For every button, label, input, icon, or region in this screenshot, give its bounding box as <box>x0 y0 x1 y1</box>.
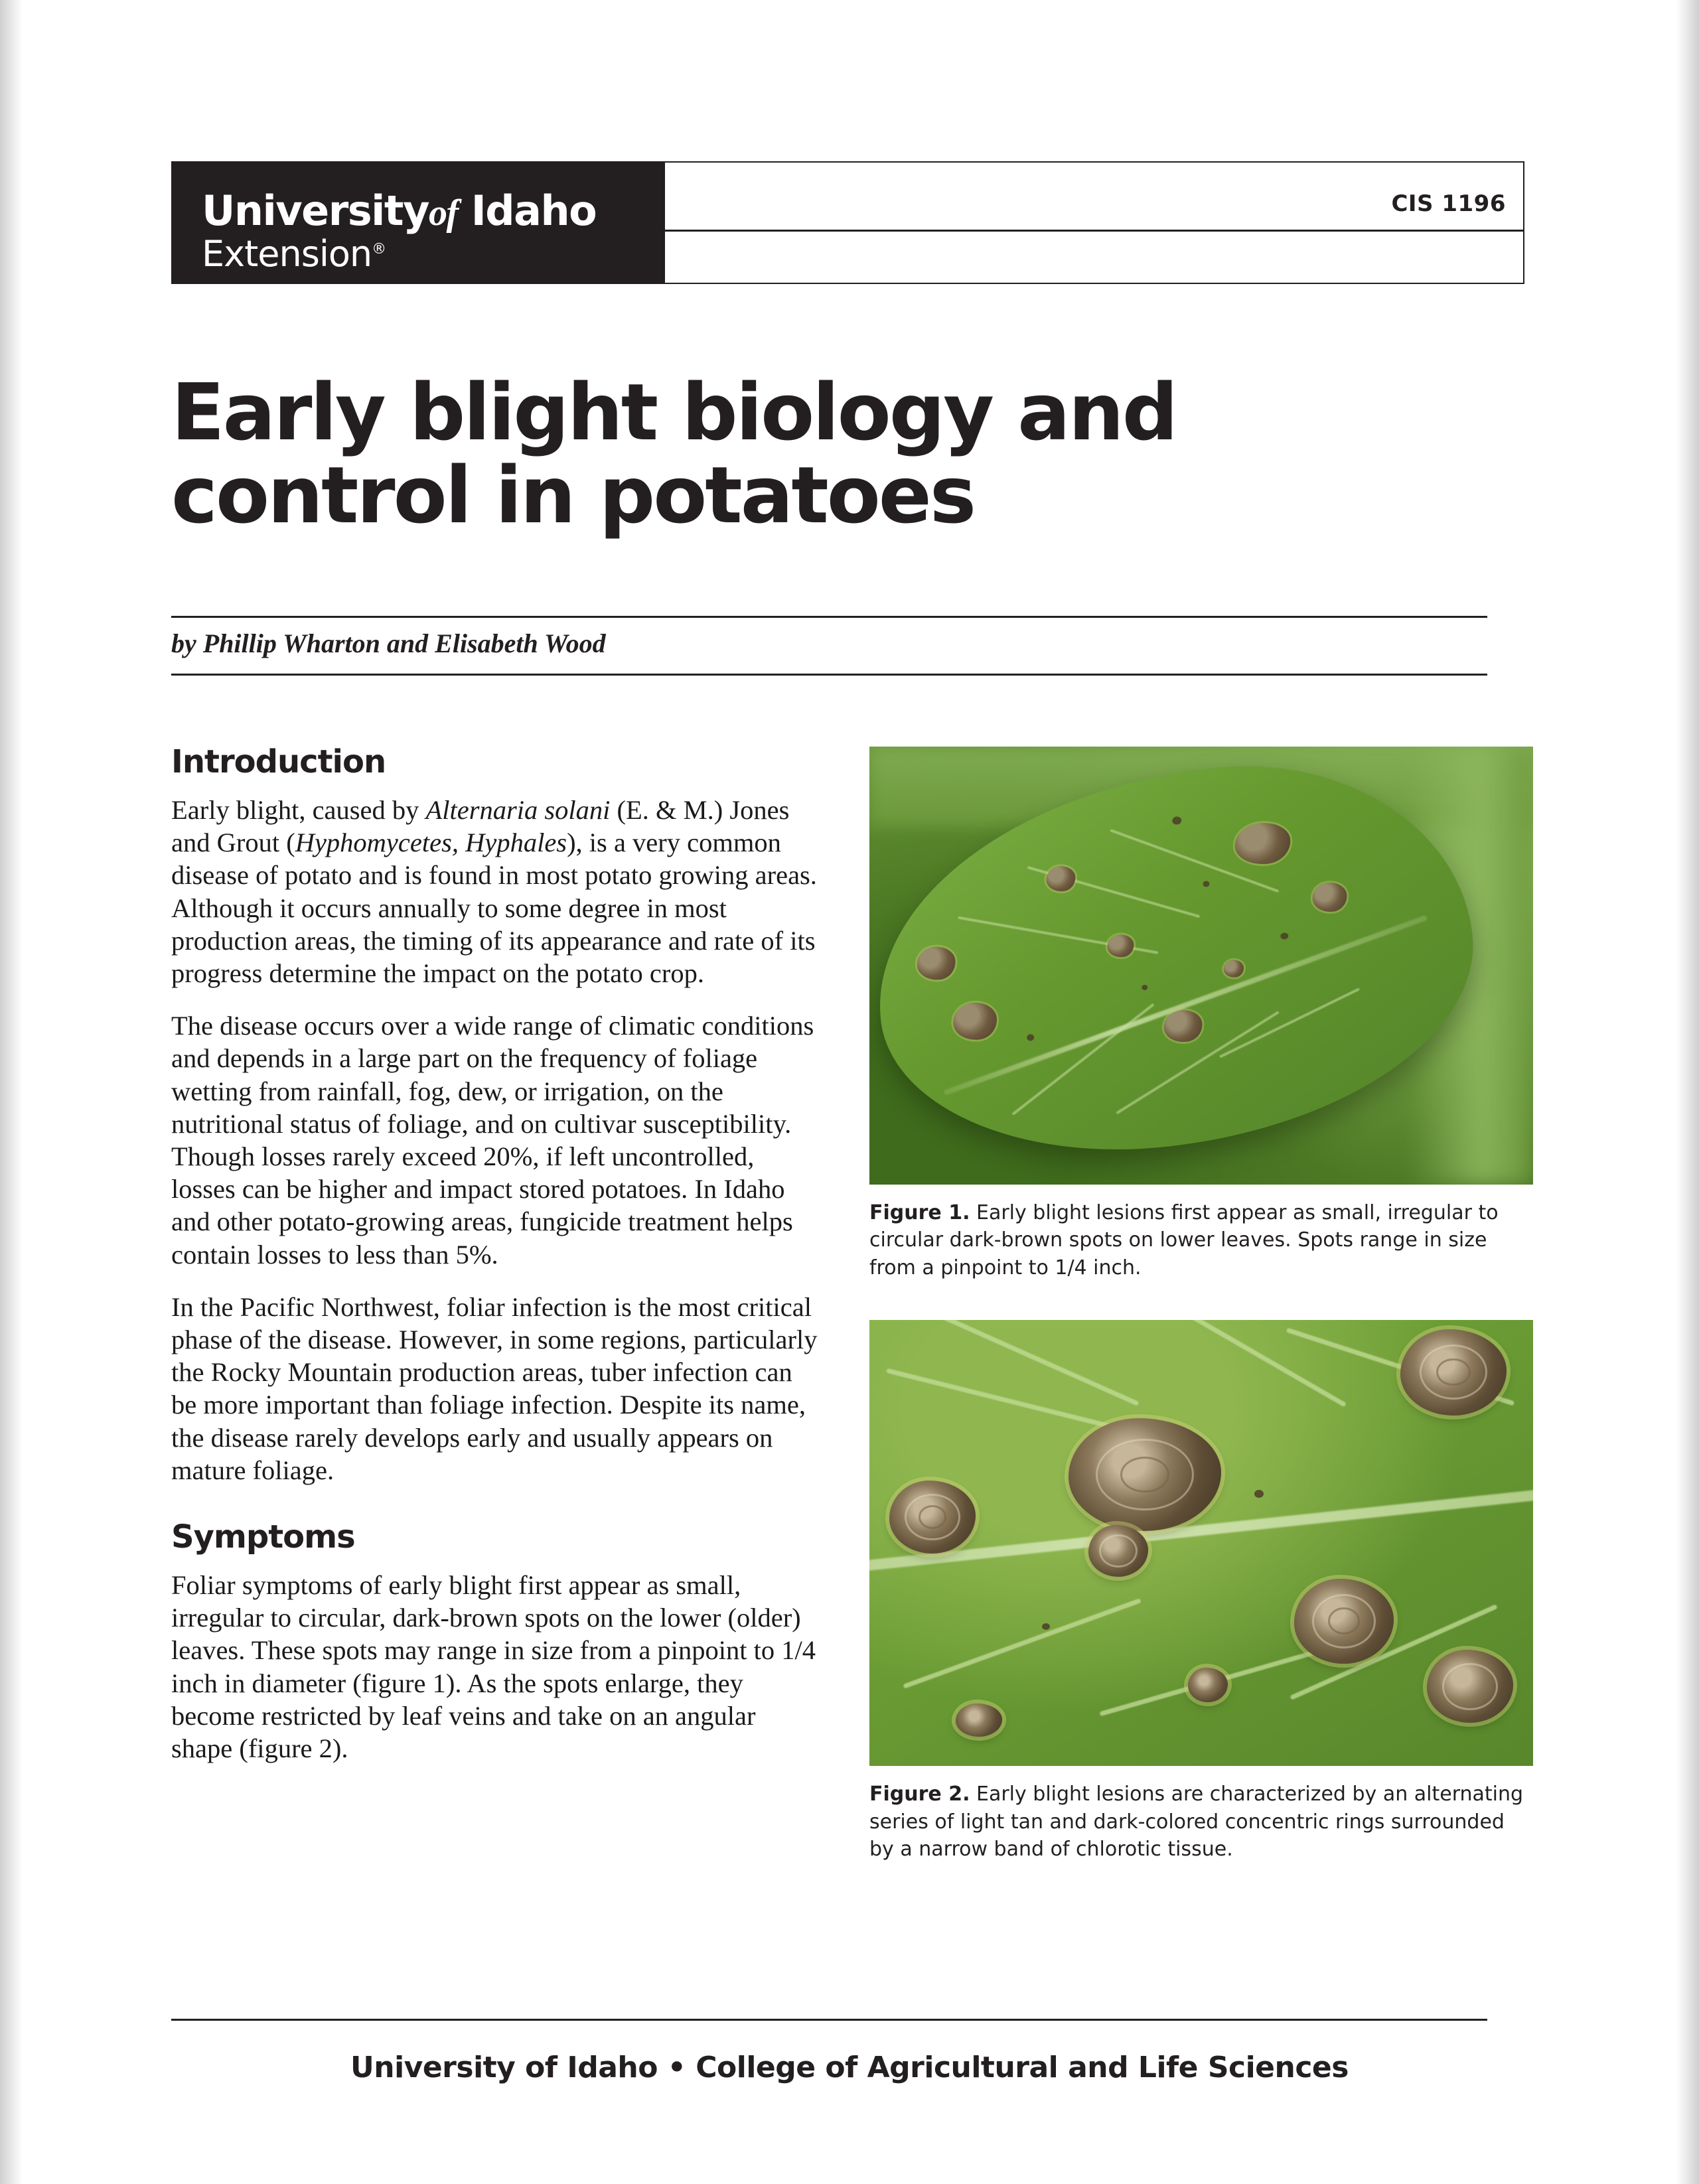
page-title: Early blight biology and control in potatoes <box>171 366 1177 542</box>
registered-trademark-icon: ® <box>372 241 386 257</box>
logo-extension-text: Extension <box>202 233 372 275</box>
logo-line-extension <box>202 233 386 275</box>
figure-1-caption-text: Early blight lesions first appear as small, irregular to circular dark-brown spots on lower leaves. Spots range in size from a pinpoint to 1/4 inch. <box>869 1201 1499 1279</box>
left-column <box>171 743 823 1765</box>
publication-id-box-top <box>664 161 1524 231</box>
university-of-idaho-extension-logo <box>171 161 664 284</box>
figure-2-label: Figure 2. <box>869 1783 970 1806</box>
logo-line-university-of-idaho <box>202 186 596 235</box>
byline-rule-top <box>171 616 1487 618</box>
footer-text: University of Idaho • College of Agricultural and Life Sciences <box>350 2051 1349 2084</box>
paragraph-symptoms-1: Foliar symptoms of early blight first appear as small, irregular to circular, dark-brown spots on the lower (older) leaves. These spots may range in size from a pinpoint to 1/4 inch in diameter (figure 1). As the spots enlarge, they become restricted by leaf veins and take on an angular shape (figure 2). <box>171 1570 816 1764</box>
logo-word-university: University <box>202 186 429 235</box>
figure-1-label: Figure 1. <box>869 1201 970 1224</box>
figure-2 <box>869 1320 1533 1863</box>
byline-rule-bottom <box>171 674 1487 676</box>
section-heading-symptoms: Symptoms <box>171 1518 355 1556</box>
logo-word-of: of <box>428 192 458 234</box>
figure-2-photo <box>869 1320 1533 1766</box>
paragraph-intro-2: The disease occurs over a wide range of climatic conditions and depends in a large part on the frequency of foliage wetting from rainfall, fog, dew, or irrigation, on the nutritional status of foliage, and on cultivar susceptibility. Though losses rarely exceed 20%, if left uncontrolled, losses can be higher and impact stored potatoes. In Idaho and other potato-growing areas, fungicide treatment helps contain losses to less than 5%. <box>171 1011 814 1270</box>
page-edge-shadow-right <box>1676 0 1699 2184</box>
figure-2-caption-text: Early blight lesions are characterized by an alternating series of light tan and dark-colored concentric rings surrounded by a narrow band of chlorotic tissue. <box>869 1783 1524 1861</box>
figure-2-caption <box>869 1781 1530 1863</box>
masthead <box>171 161 1524 284</box>
right-column <box>869 747 1533 1863</box>
logo-word-idaho: Idaho <box>457 186 597 235</box>
footer-rule <box>171 2019 1487 2021</box>
figure-1-photo <box>869 747 1533 1185</box>
publication-number: CIS 1196 <box>1391 190 1506 217</box>
publication-id-box-bottom <box>664 230 1524 284</box>
figure-1 <box>869 747 1533 1281</box>
figure-1-caption <box>869 1199 1530 1281</box>
page-edge-shadow-left <box>0 0 23 2184</box>
paragraph-intro-3: In the Pacific Northwest, foliar infection is the most critical phase of the disease. However, in some regions, particularly the Rocky Mountain production areas, tuber infection can be more important than foliage infection. Despite its name, the disease rarely develops early and usually appears on mature foliage. <box>171 1291 818 1485</box>
paragraph-intro-1: Early blight, caused by Alternaria solani (E. & M.) Jones and Grout (Hyphomycetes, Hyphales), is a very common disease of potato and is found in most potato growing areas. Although it occurs annually to some degree in most production areas, the timing of its appearance and rate of its progress determine the impact on the potato crop. <box>171 795 817 989</box>
section-heading-introduction: Introduction <box>171 743 386 780</box>
byline: by Phillip Wharton and Elisabeth Wood <box>171 628 606 658</box>
